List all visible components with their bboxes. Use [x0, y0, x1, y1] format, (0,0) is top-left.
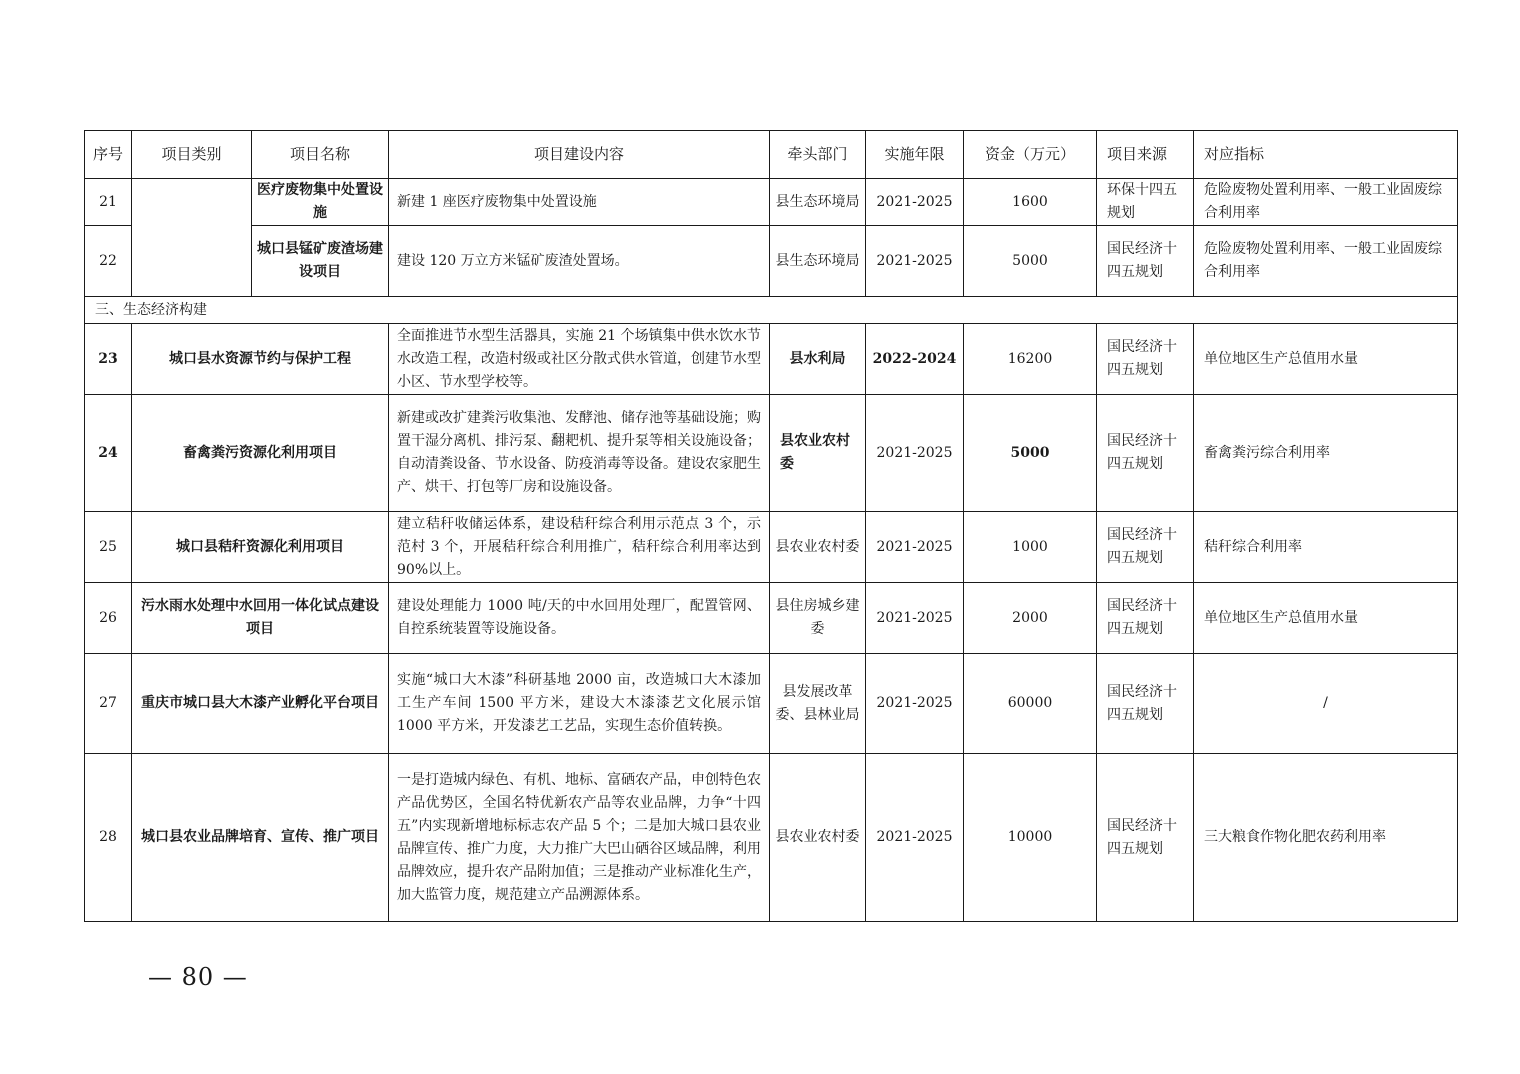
cell-seq: 27: [85, 654, 132, 754]
cell-source: 国民经济十四五规划: [1097, 395, 1194, 512]
header-period: 实施年限: [866, 131, 964, 179]
cell-seq: 24: [85, 395, 132, 512]
cell-period: 2021-2025: [866, 654, 964, 754]
cell-source: 环保十四五规划: [1097, 179, 1194, 226]
table-row: [85, 179, 1458, 226]
header-funds: 资金（万元）: [964, 131, 1097, 179]
cell-seq: 21: [85, 179, 132, 226]
cell-content: 新建 1 座医疗废物集中处置设施: [389, 179, 770, 226]
cell-period: 2021-2025: [866, 179, 964, 226]
cell-period: 2021-2025: [866, 226, 964, 297]
cell-period: 2022-2024: [866, 324, 964, 395]
cell-name: 城口县锰矿废渣场建设项目: [252, 226, 389, 297]
cell-funds: 5000: [964, 226, 1097, 297]
header-content: 项目建设内容: [389, 131, 770, 179]
cell-funds: 1000: [964, 512, 1097, 583]
cell-funds: 60000: [964, 654, 1097, 754]
cell-source: 国民经济十四五规划: [1097, 583, 1194, 654]
cell-seq: 26: [85, 583, 132, 654]
cell-funds: 1600: [964, 179, 1097, 226]
cell-name: 污水雨水处理中水回用一体化试点建设项目: [132, 583, 389, 654]
cell-category: [132, 179, 252, 297]
cell-dept: 县生态环境局: [770, 226, 866, 297]
cell-indicator: 危险废物处置利用率、一般工业固废综合利用率: [1194, 179, 1458, 226]
header-indicator: 对应指标: [1194, 131, 1458, 179]
cell-seq: 25: [85, 512, 132, 583]
cell-name: 城口县农业品牌培育、宣传、推广项目: [132, 754, 389, 922]
table-row: [85, 654, 1458, 754]
cell-name: 重庆市城口县大木漆产业孵化平台项目: [132, 654, 389, 754]
cell-content: 建设处理能力 1000 吨/天的中水回用处理厂，配置管网、自控系统装置等设施设备。: [389, 583, 770, 654]
cell-indicator: /: [1194, 654, 1458, 754]
cell-source: 国民经济十四五规划: [1097, 754, 1194, 922]
cell-indicator: 秸秆综合利用率: [1194, 512, 1458, 583]
cell-funds: 5000: [964, 395, 1097, 512]
page-number: — 80 —: [148, 963, 248, 991]
cell-name: 畜禽粪污资源化利用项目: [132, 395, 389, 512]
section-row: [85, 297, 1458, 324]
cell-source: 国民经济十四五规划: [1097, 512, 1194, 583]
cell-content: 一是打造城内绿色、有机、地标、富硒农产品，申创特色农产品优势区，全国名特优新农产品等农业品牌，力争“十四五”内实现新增地标标志农产品 5 个；二是加大城口县农业品牌宣传、推广力度，大力推广大巴山硒谷区域品牌，利用品牌效应，提升农产品附加值；三是推动产业标准化生产，加大监管力度，规范建立产品溯源体系。: [389, 754, 770, 922]
cell-name: 城口县水资源节约与保护工程: [132, 324, 389, 395]
table-row: [85, 754, 1458, 922]
cell-content: 建设 120 万立方米锰矿废渣处置场。: [389, 226, 770, 297]
cell-period: 2021-2025: [866, 512, 964, 583]
cell-source: 国民经济十四五规划: [1097, 226, 1194, 297]
table-row: [85, 512, 1458, 583]
cell-source: 国民经济十四五规划: [1097, 324, 1194, 395]
cell-content: 建立秸秆收储运体系，建设秸秆综合利用示范点 3 个，示范村 3 个，开展秸秆综合利用推广，秸秆综合利用率达到 90%以上。: [389, 512, 770, 583]
table-row: [85, 583, 1458, 654]
header-category: 项目类别: [132, 131, 252, 179]
cell-indicator: 单位地区生产总值用水量: [1194, 583, 1458, 654]
project-table: [84, 130, 1458, 922]
cell-dept: 县住房城乡建委: [770, 583, 866, 654]
cell-source: 国民经济十四五规划: [1097, 654, 1194, 754]
cell-period: 2021-2025: [866, 583, 964, 654]
cell-funds: 16200: [964, 324, 1097, 395]
cell-indicator: 畜禽粪污综合利用率: [1194, 395, 1458, 512]
header-name: 项目名称: [252, 131, 389, 179]
cell-dept: 县农业农村委: [770, 754, 866, 922]
cell-content: 新建或改扩建粪污收集池、发酵池、储存池等基础设施；购置干湿分离机、排污泵、翻耙机、提升泵等相关设施设备；自动清粪设备、节水设备、防疫消毒等设备。建设农家肥生产、烘干、打包等厂房和设施设备。: [389, 395, 770, 512]
table-row: [85, 324, 1458, 395]
table-row: [85, 395, 1458, 512]
cell-dept: 县发展改革委、县林业局: [770, 654, 866, 754]
cell-content: 实施“城口大木漆”科研基地 2000 亩，改造城口大木漆加工生产车间 1500 平方米，建设大木漆漆艺文化展示馆 1000 平方米，开发漆艺工艺品，实现生态价值转换。: [389, 654, 770, 754]
cell-name: 城口县秸秆资源化利用项目: [132, 512, 389, 583]
cell-seq: 22: [85, 226, 132, 297]
cell-funds: 2000: [964, 583, 1097, 654]
cell-period: 2021-2025: [866, 754, 964, 922]
header-seq: 序号: [85, 131, 132, 179]
cell-indicator: 危险废物处置利用率、一般工业固废综合利用率: [1194, 226, 1458, 297]
section-title: 三、生态经济构建: [85, 297, 1458, 324]
header-row: [85, 131, 1458, 179]
cell-period: 2021-2025: [866, 395, 964, 512]
header-source: 项目来源: [1097, 131, 1194, 179]
cell-dept: 县农业农村委: [770, 512, 866, 583]
cell-seq: 28: [85, 754, 132, 922]
cell-dept: 县生态环境局: [770, 179, 866, 226]
cell-content: 全面推进节水型生活器具，实施 21 个场镇集中供水饮水节水改造工程，改造村级或社区分散式供水管道，创建节水型小区、节水型学校等。: [389, 324, 770, 395]
cell-funds: 10000: [964, 754, 1097, 922]
cell-name: 医疗废物集中处置设施: [252, 179, 389, 226]
cell-indicator: 三大粮食作物化肥农药利用率: [1194, 754, 1458, 922]
header-dept: 牵头部门: [770, 131, 866, 179]
table-row: [85, 226, 1458, 297]
cell-dept: 县水利局: [770, 324, 866, 395]
cell-dept: 县农业农村委: [770, 395, 866, 512]
cell-indicator: 单位地区生产总值用水量: [1194, 324, 1458, 395]
cell-seq: 23: [85, 324, 132, 395]
